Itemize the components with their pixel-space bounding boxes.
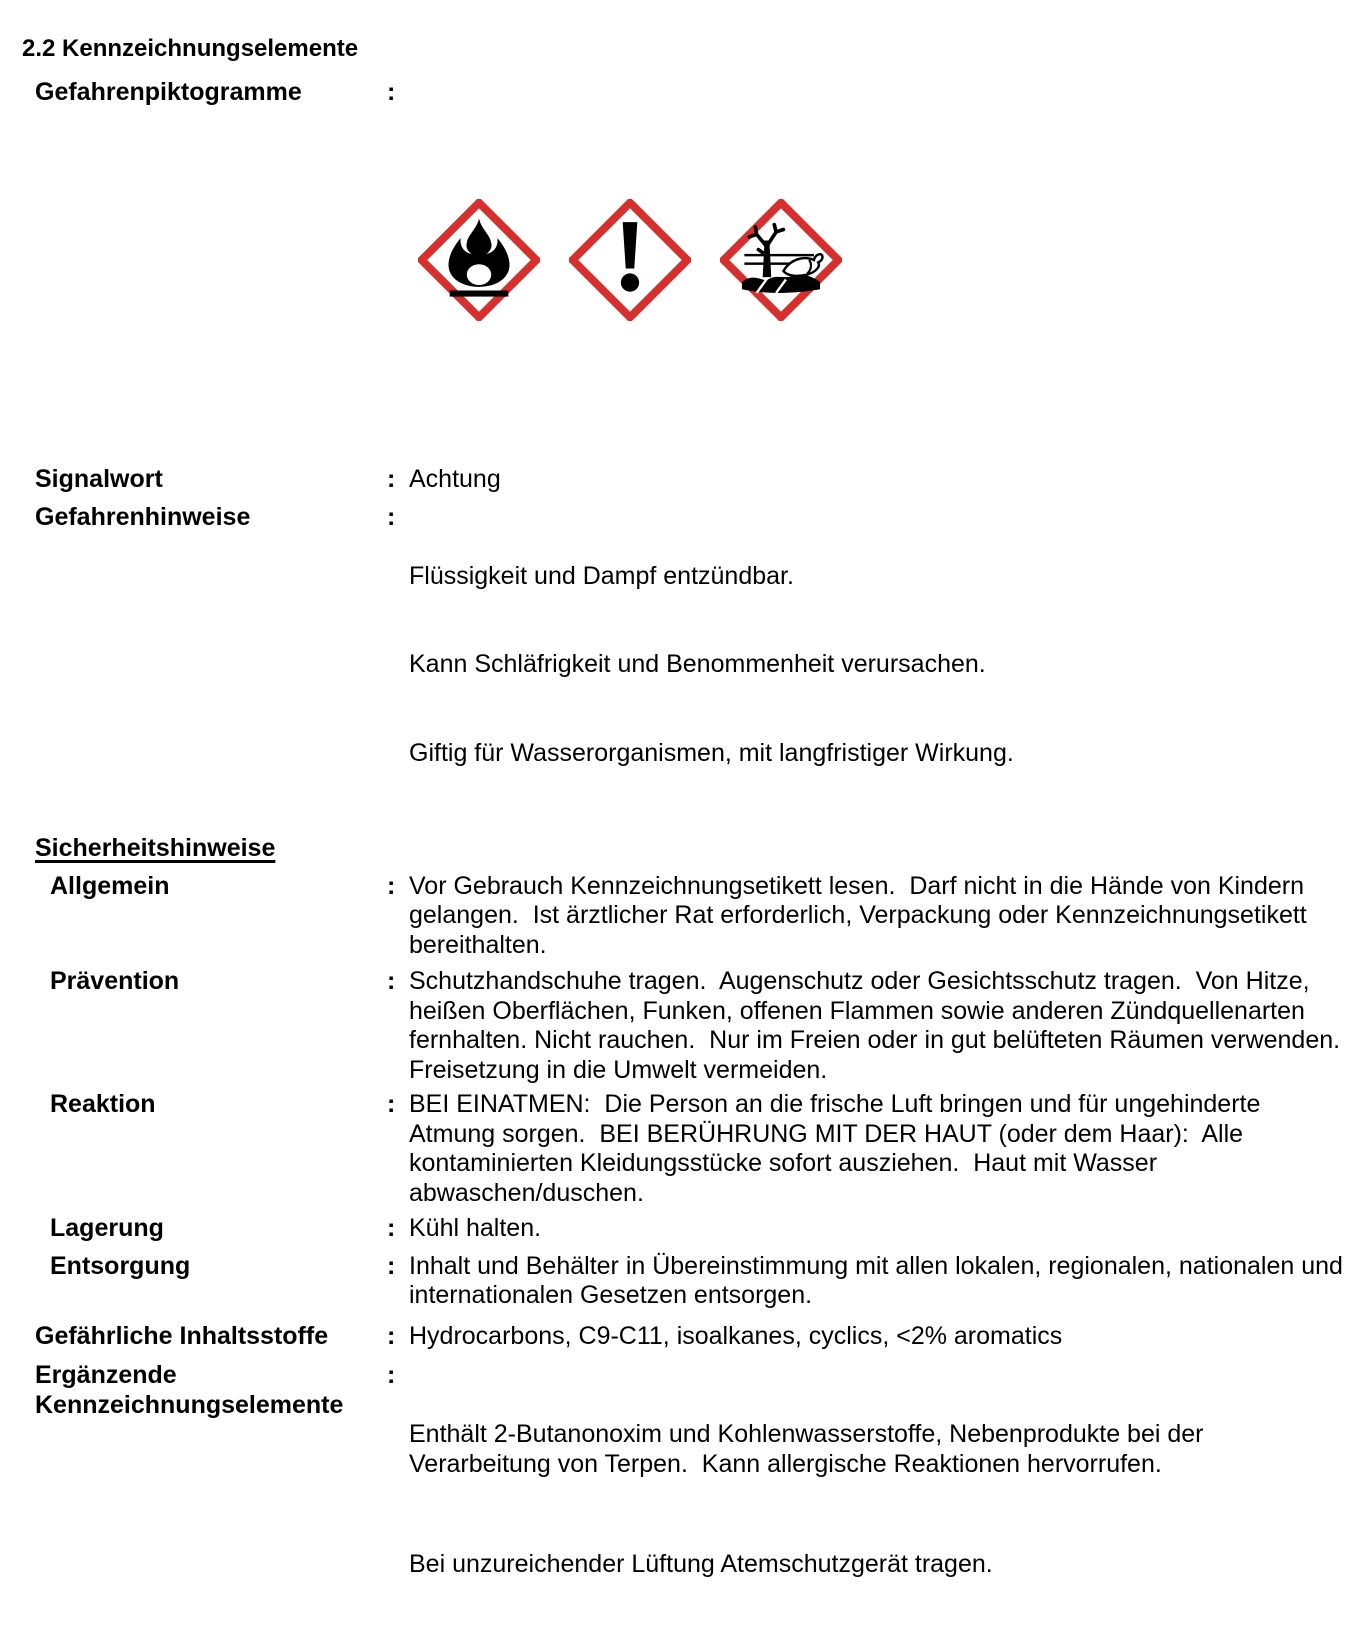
ghs-environment-pictogram-icon <box>720 140 842 380</box>
lagerung-value: Kühl halten. <box>409 1214 542 1242</box>
signalwort-value: Achtung <box>409 465 501 493</box>
row-lagerung <box>22 1214 1356 1244</box>
allgemein-label: Allgemein <box>50 871 170 900</box>
reaktion-label: Reaktion <box>50 1090 156 1118</box>
entsorgung-value: Inhalt und Behälter in Übereinstimmung mit allen lokalen, regionalen, nationalen und internationalen Gesetzen entsorgen. <box>409 1251 1350 1309</box>
colon-separator: : <box>387 1090 396 1118</box>
hazard-statement: Giftig für Wasserorganismen, mit langfristiger Wirkung. <box>409 738 1014 767</box>
section-title: 2.2 Kennzeichnungselemente <box>22 35 359 62</box>
row-gefahrenhinweise <box>22 503 1356 828</box>
row-reaktion <box>22 1090 1356 1208</box>
colon-separator: : <box>387 78 396 106</box>
colon-separator: : <box>387 1321 396 1350</box>
row-gefaehrliche-inhaltsstoffe <box>22 1322 1356 1352</box>
ghs-flame-pictogram-icon <box>418 140 540 380</box>
pictogram-strip <box>409 140 1351 380</box>
colon-separator: : <box>387 967 396 995</box>
row-entsorgung <box>22 1252 1356 1311</box>
row-signalwort <box>22 465 1356 495</box>
gefahrenhinweise-value <box>409 503 1351 828</box>
lagerung-label: Lagerung <box>50 1214 164 1242</box>
gefaehrliche-inhaltsstoffe-label: Gefährliche Inhaltsstoffe <box>35 1321 329 1350</box>
praevention-value: Schutzhandschuhe tragen. Augenschutz oder Gesichtsschutz tragen. Von Hitze, heißen Oberflächen, Funken, offenen Flammen sowie anderen Zündquellenarten fernhalten. Nicht rauchen. Nur im Freien oder in gut belüfteten Räumen verwenden. Freisetzung in die Umwelt vermeiden. <box>409 967 1354 1084</box>
gefahrenpiktogramme-label: Gefahrenpiktogramme <box>35 78 302 106</box>
ergaenzende-kennzeichnungselemente-label: Ergänzende Kennzeichnungselemente <box>35 1361 344 1419</box>
colon-separator: : <box>387 502 396 531</box>
supplemental-statement: Enthält 2-Butanonoxim und Kohlenwasserstoffe, Nebenprodukte bei der Verarbeitung von Terpen. Kann allergische Reaktionen hervorrufen. <box>409 1420 1211 1478</box>
pictogram-group <box>409 78 1351 439</box>
row-praevention <box>22 967 1356 1085</box>
reaktion-value: BEI EINATMEN: Die Person an die frische Luft bringen und für ungehinderte Atmung sorgen. BEI BERÜHRUNG MIT DER HAUT (oder dem Haar): Alle kontaminierten Kleidungsstücke sofort ausziehen. Haut mit Wasser abwaschen/duschen. <box>409 1090 1266 1207</box>
hazard-statement: Kann Schläfrigkeit und Benommenheit verursachen. <box>409 650 986 678</box>
ergaenzende-kennzeichnungselemente-value <box>409 1361 1351 1639</box>
gefahrenhinweise-label: Gefahrenhinweise <box>35 502 251 531</box>
colon-separator: : <box>387 1251 396 1280</box>
row-gefahrenpiktogramme <box>22 78 1356 439</box>
entsorgung-label: Entsorgung <box>50 1251 191 1280</box>
hazard-statement: Flüssigkeit und Dampf entzündbar. <box>409 561 794 590</box>
colon-separator: : <box>387 1214 396 1242</box>
praevention-label: Prävention <box>50 967 180 995</box>
row-allgemein <box>22 872 1356 961</box>
colon-separator: : <box>387 465 396 493</box>
allgemein-value: Vor Gebrauch Kennzeichnungsetikett lesen. Darf nicht in die Hände von Kindern gelangen. Ist ärztlicher Rat erforderlich, Verpackung oder Kennzeichnungsetikett bereithalten. <box>409 871 1314 959</box>
supplemental-statement: Bei unzureichender Lüftung Atemschutzgerät tragen. <box>409 1550 993 1578</box>
colon-separator: : <box>387 871 396 900</box>
sicherheitshinweise-heading: Sicherheitshinweise <box>35 834 276 862</box>
signalwort-label: Signalwort <box>35 465 163 493</box>
gefaehrliche-inhaltsstoffe-value: Hydrocarbons, C9-C11, isoalkanes, cyclics, <2% aromatics <box>409 1321 1063 1350</box>
colon-separator: : <box>387 1361 396 1389</box>
ghs-exclamation-mark-pictogram-icon <box>569 140 691 380</box>
row-ergaenzende-kennzeichnungselemente <box>22 1361 1356 1639</box>
